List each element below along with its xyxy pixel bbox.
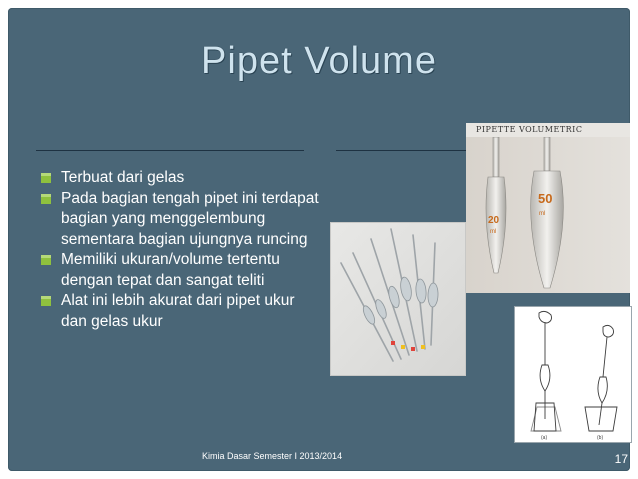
slide-title: Pipet Volume <box>201 40 437 82</box>
photo-label: PIPETTE VOLUMETRIC <box>476 125 583 134</box>
title-divider-left <box>36 150 304 151</box>
pipette-mark-20-unit: ml <box>490 229 497 235</box>
diagram-caption-b: (b) <box>597 435 604 441</box>
bullet-list <box>40 168 320 332</box>
pipette-usage-drawing <box>515 307 631 442</box>
bullet-text: Memiliki ukuran/volume tertentu dengan tepat dan sangat teliti <box>61 251 280 289</box>
bullet-square-icon <box>41 194 51 204</box>
diagram-caption-a: (a) <box>541 435 548 441</box>
bullet-item <box>40 250 320 291</box>
pipette-mark-50: 50 <box>538 191 553 206</box>
bullet-text: Alat ini lebih akurat dari pipet ukur dan gelas ukur <box>61 292 295 330</box>
pipette-usage-diagram <box>514 306 632 443</box>
pipettes-photo-drawing <box>331 223 465 375</box>
bullet-square-icon <box>41 296 51 306</box>
bullet-text: Terbuat dari gelas <box>61 169 185 186</box>
bullet-item <box>40 168 320 189</box>
bullet-item <box>40 291 320 332</box>
title-divider-middle <box>336 150 472 151</box>
volumetric-pipette-photo <box>466 123 630 293</box>
bullet-square-icon <box>41 255 51 265</box>
slide-page-number: 17 <box>614 452 628 466</box>
slide-footer: Kimia Dasar Semester I 2013/2014 <box>202 451 343 461</box>
volumetric-pipette-drawing <box>466 123 630 293</box>
bullet-square-icon <box>41 173 51 183</box>
bullet-item <box>40 189 320 251</box>
pipette-mark-20: 20 <box>488 215 500 226</box>
pipette-mark-50-unit: ml <box>539 211 546 217</box>
pipettes-photo <box>330 222 466 376</box>
bullet-text: Pada bagian tengah pipet ini terdapat bagian yang menggelembung sementara bagian ujungnya runcing <box>61 189 319 248</box>
